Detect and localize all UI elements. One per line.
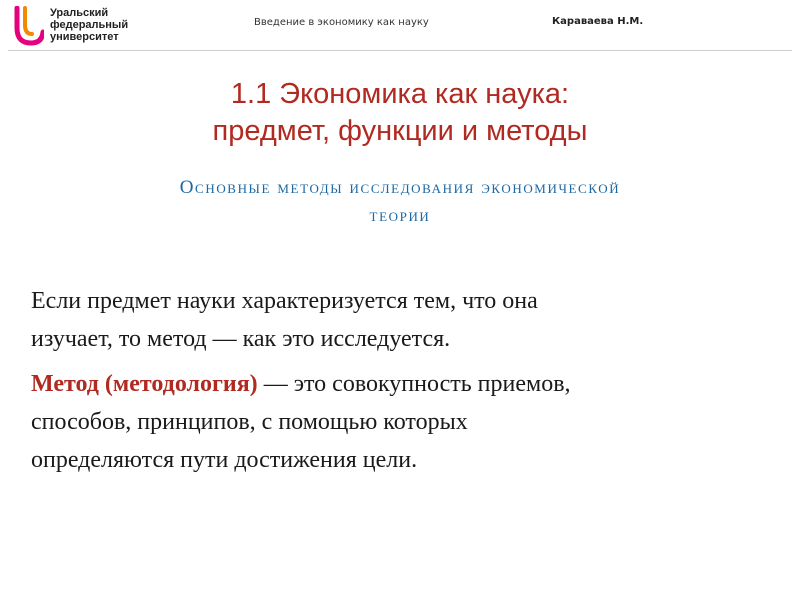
- slide-subtitle-line-2: теории: [369, 205, 431, 226]
- slide-title: [0, 76, 800, 150]
- paragraph-2-line-2: способов, принципов, с помощью которых: [31, 409, 468, 435]
- university-logo: [14, 6, 134, 46]
- logo-line-1: Уральский: [50, 7, 109, 19]
- slide-subtitle: [50, 174, 750, 230]
- paragraph-2-line-1: [31, 365, 771, 403]
- paragraph-2-line-1-rest: — это совокупность приемов,: [257, 371, 571, 397]
- paragraph-2-line-3: определяются пути достижения цели.: [31, 447, 418, 473]
- paragraph-1-line-1: Если предмет науки характеризуется тем, что она: [31, 288, 538, 314]
- logo-line-3: университет: [50, 31, 119, 43]
- urfu-logo-icon: [14, 6, 44, 46]
- logo-text: [50, 7, 140, 43]
- logo-line-2: федеральный: [50, 19, 129, 31]
- term-method: Метод (методология): [31, 371, 258, 397]
- slide-title-line-2: предмет, функции и методы: [212, 115, 588, 147]
- slide-title-line-1: 1.1 Экономика как наука:: [230, 78, 570, 110]
- slide-header: [0, 0, 800, 52]
- paragraph-method-definition: [31, 365, 771, 479]
- paragraph-definition-subject-method: [31, 282, 771, 358]
- author-name: Караваева Н.М.: [552, 16, 644, 27]
- paragraph-1-line-2: изучает, то метод — как это исследуется.: [31, 326, 451, 352]
- slide-subtitle-line-1: Основные методы исследования экономической: [179, 177, 621, 198]
- slide-body: [31, 282, 771, 486]
- course-title: Введение в экономику как науку: [254, 17, 429, 28]
- header-divider: [8, 50, 792, 51]
